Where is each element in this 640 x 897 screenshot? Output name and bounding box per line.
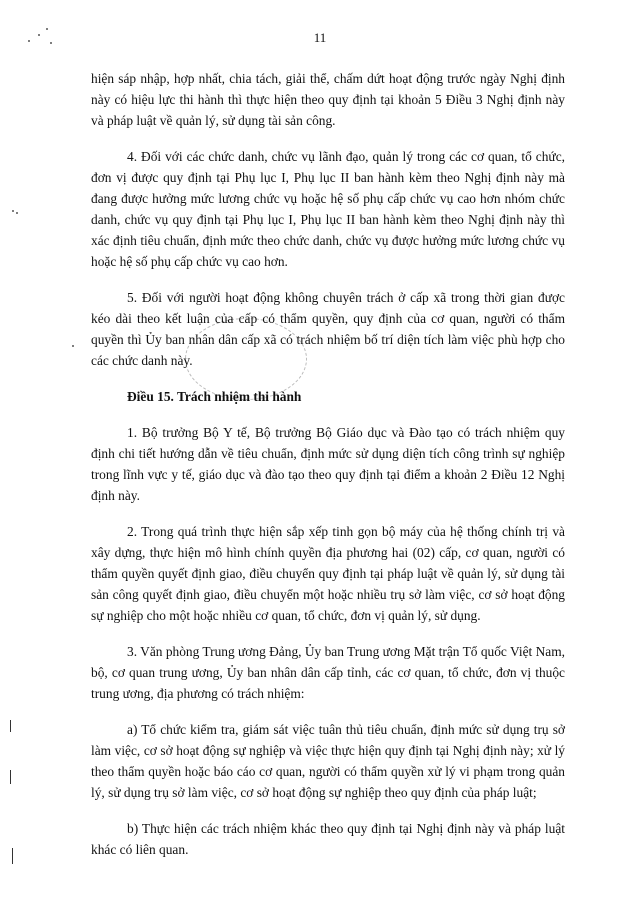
scan-speck [72, 345, 74, 347]
paragraph-clause-4: 4. Đối với các chức danh, chức vụ lãnh đạo, quản lý trong các cơ quan, tổ chức, đơn vị được quy định tại Phụ lục I, Phụ lục II ban hành kèm theo Nghị định này mà đang được hưởng mức lương chức vụ hoặc hệ số phụ cấp chức vụ cao hơn nhóm chức danh, chức vụ quy định tại Phụ lục I, Phụ lục II ban hành kèm theo Nghị định này thì xác định tiêu chuẩn, định mức theo chức danh, chức vụ được hưởng mức lương chức vụ hoặc hệ số phụ cấp chức vụ cao hơn. [91, 149, 565, 269]
scan-speck [50, 42, 52, 44]
article-clause-3: 3. Văn phòng Trung ương Đảng, Ủy ban Trung ương Mặt trận Tổ quốc Việt Nam, bộ, cơ quan trung ương, Ủy ban nhân dân cấp tỉnh, các cơ quan, tổ chức, đơn vị thuộc trung ương, địa phương có trách nhiệm: [91, 644, 565, 701]
paragraph-continuation: hiện sáp nhập, hợp nhất, chia tách, giải thể, chấm dứt hoạt động trước ngày Nghị định này có hiệu lực thi hành thì thực hiện theo quy định tại khoản 5 Điều 3 Nghị định này và pháp luật về quản lý, sử dụng tài sản công. [91, 71, 565, 128]
article-clause-3a: a) Tổ chức kiểm tra, giám sát việc tuân thủ tiêu chuẩn, định mức sử dụng trụ sở làm việc, cơ sở hoạt động sự nghiệp và việc thực hiện quy định tại Nghị định này; xử lý theo thẩm quyền hoặc báo cáo cơ quan, người có thẩm quyền xử lý vi phạm trong quản lý, sử dụng trụ sở làm việc, cơ sở hoạt động sự nghiệp theo quy định của pháp luật; [91, 722, 565, 800]
scan-margin-mark [12, 848, 13, 864]
scan-speck [46, 28, 48, 30]
article-clause-1: 1. Bộ trưởng Bộ Y tế, Bộ trưởng Bộ Giáo dục và Đào tạo có trách nhiệm quy định chi tiết hướng dẫn về tiêu chuẩn, định mức sử dụng diện tích công trình sự nghiệp trong lĩnh vực y tế, giáo dục và đào tạo theo quy định tại điểm a khoản 2 Điều 12 Nghị định này. [91, 425, 565, 503]
scan-margin-mark [10, 720, 11, 732]
scan-speck [12, 210, 14, 212]
article-clause-3b: b) Thực hiện các trách nhiệm khác theo quy định tại Nghị định này và pháp luật khác có liên quan. [91, 821, 565, 857]
article-clause-2: 2. Trong quá trình thực hiện sắp xếp tinh gọn bộ máy của hệ thống chính trị và xây dựng, thực hiện mô hình chính quyền địa phương hai (02) cấp, cơ quan, người có thẩm quyền quyết định giao, điều chuyển quy định tại pháp luật về quản lý, sử dụng tài sản công quyết định giao, điều chuyển một hoặc nhiều trụ sở làm việc, cơ sở hoạt động sự nghiệp cho một hoặc nhiều cơ quan, tổ chức, đơn vị quản lý, sử dụng. [91, 524, 565, 623]
scan-margin-mark [10, 770, 11, 784]
article-title: Trách nhiệm thi hành [176, 389, 302, 404]
scan-speck [16, 212, 18, 214]
scan-speck [28, 40, 30, 42]
paragraph-clause-5: 5. Đối với người hoạt động không chuyên trách ở cấp xã trong thời gian được kéo dài theo kết luận của cấp có thẩm quyền, quy định của cơ quan, người có thẩm quyền thì Ủy ban nhân dân cấp xã có trách nhiệm bố trí diện tích làm việc phù hợp cho các chức danh này. [91, 290, 565, 368]
document-body [91, 68, 565, 875]
article-heading [91, 386, 565, 407]
article-number: Điều 15. [127, 389, 174, 404]
scan-speck [38, 34, 40, 36]
page-number: 11 [313, 30, 327, 45]
